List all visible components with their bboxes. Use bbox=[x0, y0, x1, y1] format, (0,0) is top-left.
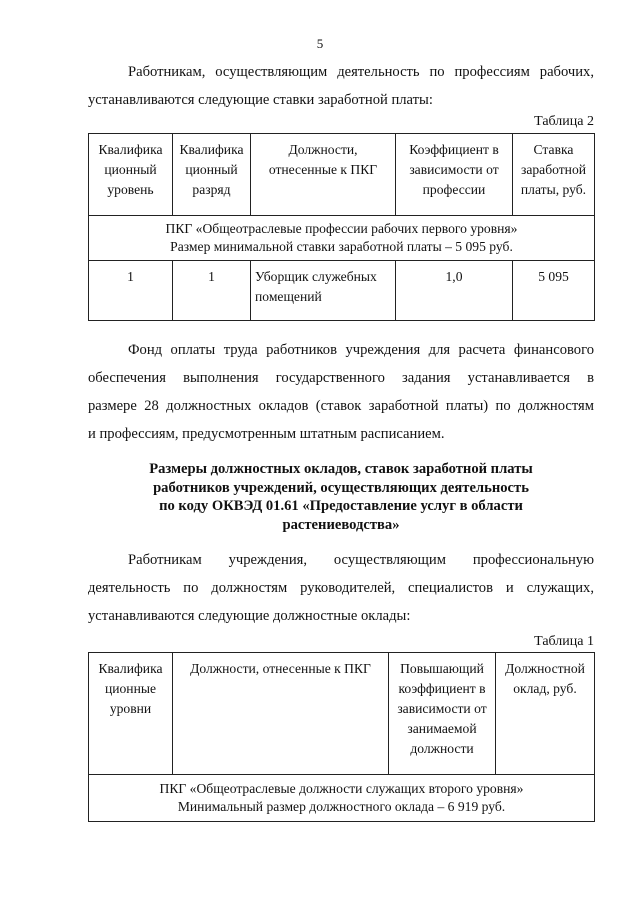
header-line: Коэффициент в bbox=[409, 142, 499, 157]
heading-line: работников учреждений, осуществляющих деятельность bbox=[153, 479, 529, 496]
table1-caption: Таблица 1 bbox=[534, 634, 594, 649]
header-line: оклад, руб. bbox=[513, 681, 577, 696]
group-subtitle: Минимальный размер должностного оклада – 6 919 руб. bbox=[177, 799, 506, 814]
header-line: Квалифика bbox=[98, 661, 163, 676]
fund-paragraph bbox=[88, 336, 594, 448]
intro-paragraph bbox=[88, 58, 594, 114]
table2-group-row bbox=[89, 216, 595, 261]
table1-header-salary bbox=[496, 653, 595, 775]
header-line: Квалифика bbox=[179, 142, 244, 157]
paragraph-line: Работникам учреждения, осуществляющим профессиональную bbox=[128, 552, 594, 568]
heading-line: Размеры должностных окладов, ставок заработной платы bbox=[149, 461, 533, 477]
table2-header-positions bbox=[251, 134, 396, 216]
header-line: Должности, bbox=[288, 142, 358, 157]
header-line: ционные bbox=[104, 681, 157, 696]
header-line: Должности, отнесенные к ПКГ bbox=[190, 661, 371, 676]
table1-header-row bbox=[89, 653, 595, 775]
header-line: отнесенные к ПКГ bbox=[268, 162, 378, 177]
header-line: профессии bbox=[422, 182, 486, 197]
table1-header-level bbox=[89, 653, 173, 775]
paragraph-line: Работникам, осуществляющим деятельность по профессиям рабочих, bbox=[128, 64, 594, 80]
table2-group-cell bbox=[89, 216, 595, 261]
position-line: Уборщик служебных bbox=[255, 269, 377, 284]
header-line: зависимости от bbox=[409, 162, 499, 177]
table2-header-row bbox=[89, 134, 595, 216]
cell-coefficient: 1,0 bbox=[396, 261, 513, 321]
employees-paragraph bbox=[88, 546, 594, 630]
section-heading bbox=[88, 460, 594, 534]
header-line: ционный bbox=[185, 162, 238, 177]
table1-header-coefficient bbox=[389, 653, 496, 775]
paragraph-line: деятельность по должностям руководителей, специалистов и служащих, bbox=[88, 580, 594, 596]
header-line: ционный bbox=[104, 162, 157, 177]
header-line: Квалифика bbox=[98, 142, 163, 157]
header-line: Ставка bbox=[533, 142, 574, 157]
paragraph-line: устанавливаются следующие должностные оклады: bbox=[88, 608, 411, 624]
paragraph-line: устанавливаются следующие ставки заработной платы: bbox=[88, 92, 433, 108]
cell-rate: 5 095 bbox=[513, 261, 595, 321]
header-line: уровни bbox=[109, 701, 152, 716]
cell-position bbox=[251, 261, 396, 321]
header-line: Должностной bbox=[505, 661, 585, 676]
header-line: разряд bbox=[192, 182, 231, 197]
table1 bbox=[88, 652, 595, 822]
header-line: уровень bbox=[107, 182, 154, 197]
paragraph-line: Фонд оплаты труда работников учреждения для расчета финансового bbox=[128, 342, 594, 358]
header-line: должности bbox=[410, 741, 474, 756]
header-line: заработной bbox=[520, 162, 587, 177]
group-title: ПКГ «Общеотраслевые профессии рабочих первого уровня» bbox=[165, 221, 518, 236]
table1-group-cell bbox=[89, 775, 595, 822]
table1-header-positions bbox=[173, 653, 389, 775]
position-line: помещений bbox=[255, 289, 322, 304]
table2-header-rate bbox=[513, 134, 595, 216]
table1-group-row bbox=[89, 775, 595, 822]
table2-header-level bbox=[89, 134, 173, 216]
header-line: занимаемой bbox=[407, 721, 477, 736]
heading-line: по коду ОКВЭД 01.61 «Предоставление услуг в области bbox=[159, 498, 523, 514]
header-line: платы, руб. bbox=[520, 182, 587, 197]
page-number: 5 bbox=[316, 36, 324, 51]
group-title: ПКГ «Общеотраслевые должности служащих второго уровня» bbox=[159, 781, 524, 796]
header-line: Повышающий bbox=[400, 661, 484, 676]
table2 bbox=[88, 133, 595, 321]
header-line: коэффициент в bbox=[398, 681, 486, 696]
paragraph-line: размере 28 должностных окладов (ставок заработной платы) по должностям bbox=[88, 398, 594, 414]
table-row bbox=[89, 261, 595, 321]
cell-level: 1 bbox=[89, 261, 173, 321]
group-subtitle: Размер минимальной ставки заработной платы – 5 095 руб. bbox=[170, 239, 513, 254]
paragraph-line: и профессиям, предусмотренным штатным расписанием. bbox=[88, 426, 445, 442]
table2-header-coefficient bbox=[396, 134, 513, 216]
header-line: зависимости от bbox=[397, 701, 487, 716]
table2-caption: Таблица 2 bbox=[534, 114, 594, 129]
table2-header-grade bbox=[173, 134, 251, 216]
paragraph-line: обеспечения выполнения государственного задания устанавливается в bbox=[88, 370, 594, 386]
heading-line: растениеводства» bbox=[282, 516, 400, 533]
cell-grade: 1 bbox=[173, 261, 251, 321]
